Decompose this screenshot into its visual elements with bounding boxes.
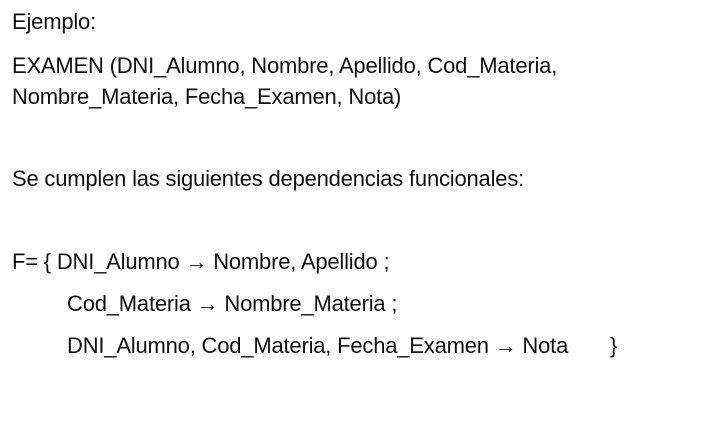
example-heading: Ejemplo: (12, 9, 96, 34)
dependency-line-1: F= { DNI_Alumno → Nombre, Apellido ; (12, 249, 390, 274)
dependency-line-3-container (67, 332, 617, 360)
closing-brace: } (610, 333, 618, 358)
dependency-line-3: DNI_Alumno, Cod_Materia, Fecha_Examen → Nota (67, 333, 569, 358)
dependencies-intro: Se cumplen las siguientes dependencias funcionales: (12, 166, 525, 191)
relation-schema-line-2: Nombre_Materia, Fecha_Examen, Nota) (12, 84, 402, 109)
relation-schema-line-1: EXAMEN (DNI_Alumno, Nombre, Apellido, Cod_Materia, (12, 53, 558, 78)
dependency-line-2: Cod_Materia → Nombre_Materia ; (67, 291, 398, 316)
